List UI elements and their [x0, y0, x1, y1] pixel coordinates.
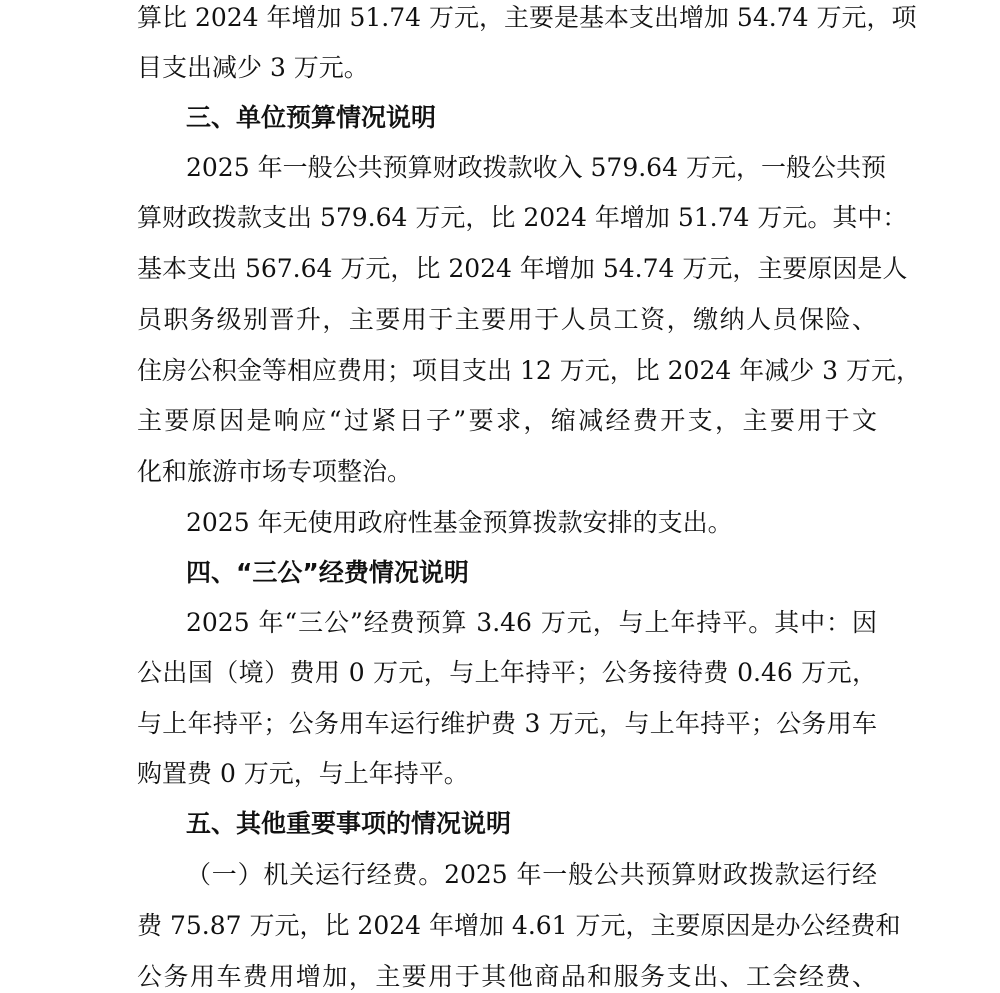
paragraph-line: 与上年持平；公务用车运行维护费 3 万元，与上年持平；公务用车 [137, 709, 877, 738]
paragraph-line: 公出国（境）费用 0 万元，与上年持平；公务接待费 0.46 万元， [137, 658, 877, 687]
paragraph-line: 算比 2024 年增加 51.74 万元，主要是基本支出增加 54.74 万元，项 [137, 3, 917, 32]
paragraph-line: 员职务级别晋升，主要用于主要用于人员工资，缴纳人员保险、 [137, 305, 877, 334]
paragraph-line: 2025 年一般公共预算财政拨款收入 579.64 万元，一般公共预 [186, 153, 886, 182]
section-heading: 三、单位预算情况说明 [186, 103, 437, 132]
paragraph-line: 化和旅游市场专项整治。 [137, 457, 413, 486]
paragraph-line: 购置费 0 万元，与上年持平。 [137, 759, 469, 788]
paragraph-line: 基本支出 567.64 万元，比 2024 年增加 54.74 万元，主要原因是人 [137, 254, 908, 283]
section-heading: 五、其他重要事项的情况说明 [186, 809, 512, 838]
paragraph-line: 费 75.87 万元，比 2024 年增加 4.61 万元，主要原因是办公经费和 [137, 911, 901, 940]
paragraph-line: 住房公积金等相应费用；项目支出 12 万元，比 2024 年减少 3 万元， [137, 356, 922, 385]
section-heading: 四、“三公”经费情况说明 [186, 558, 469, 587]
paragraph-line: 算财政拨款支出 579.64 万元，比 2024 年增加 51.74 万元。其中： [137, 203, 908, 232]
paragraph-line: 主要原因是响应“过紧日子”要求，缩减经费开支，主要用于文 [137, 406, 877, 435]
paragraph-line: 2025 年无使用政府性基金预算拨款安排的支出。 [186, 508, 733, 537]
paragraph-line: （一）机关运行经费。2025 年一般公共预算财政拨款运行经 [186, 860, 877, 889]
paragraph-line: 目支出减少 3 万元。 [137, 53, 369, 82]
paragraph-line: 公务用车费用增加，主要用于其他商品和服务支出、工会经费、 [137, 962, 877, 991]
paragraph-line: 2025 年“三公”经费预算 3.46 万元，与上年持平。其中：因 [186, 608, 877, 637]
